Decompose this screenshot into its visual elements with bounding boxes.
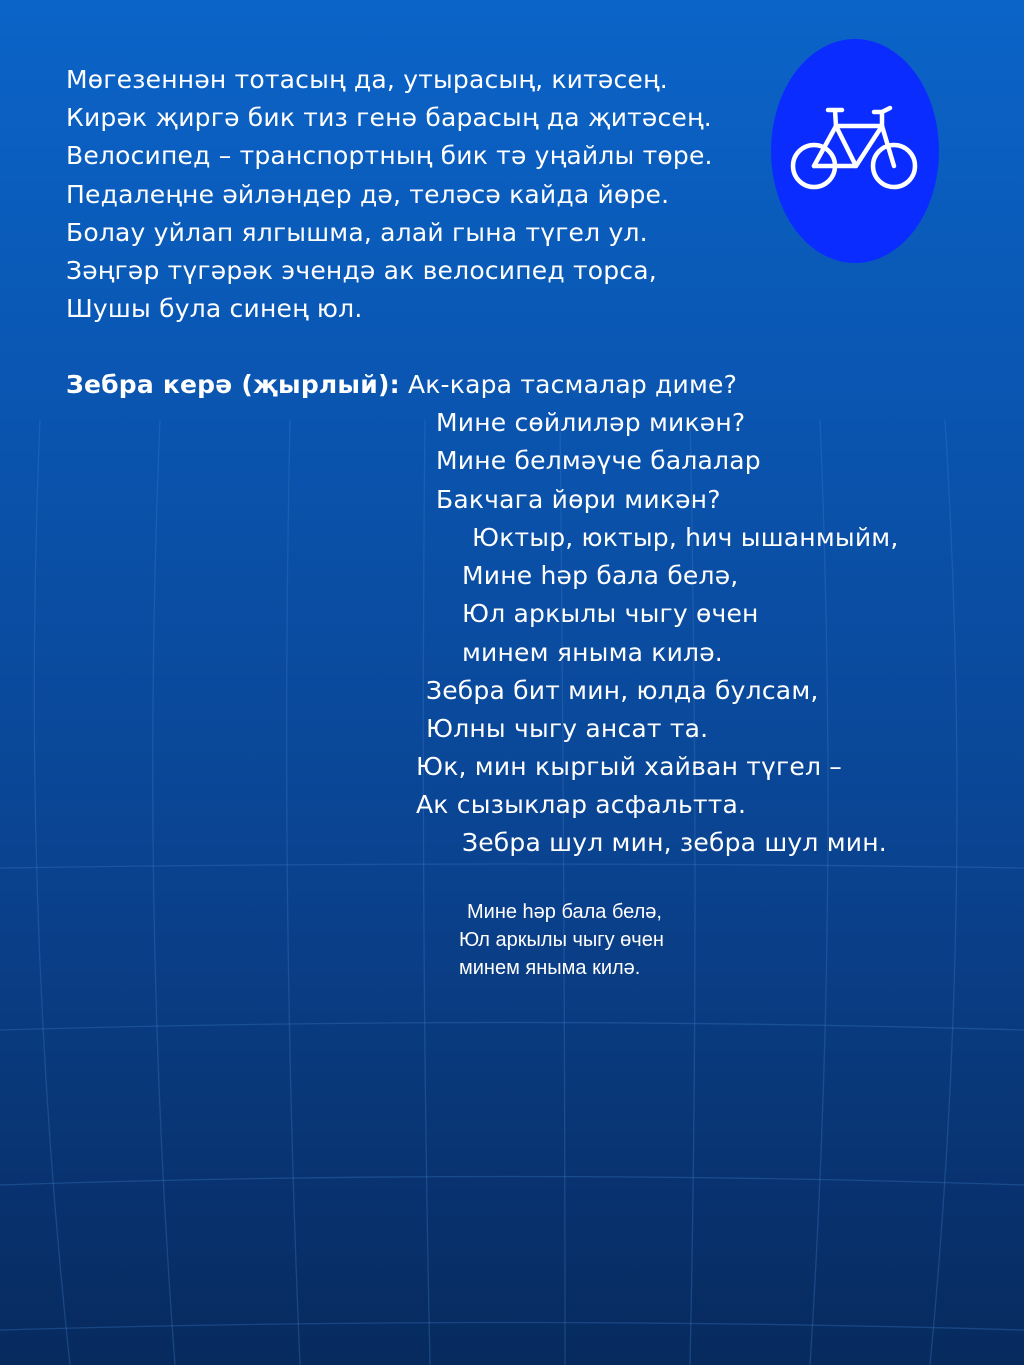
zebra-line-2: Мине белмәүче балалар <box>436 446 761 475</box>
poem-line-5: Болау уйлап ялгышма, алай гына түгел ул. <box>66 218 648 247</box>
zebra-line-1: Мине сөйлиләр микән? <box>436 408 746 437</box>
zebra-line-7: минем яныма килә. <box>462 638 723 667</box>
zebra-line-12: Зебра шул мин, зебра шул мин. <box>462 828 887 857</box>
zebra-line-9: Юлны чыгу ансат та. <box>426 714 709 743</box>
poem-line-7: Шушы була синең юл. <box>66 294 363 323</box>
refrain-line-3: минем яныма килә. <box>459 957 641 979</box>
zebra-line-5: Мине һәр бала белә, <box>462 561 739 590</box>
poem-line-3: Велосипед – транспортның бик тә уңайлы төре. <box>66 141 713 170</box>
zebra-line-10: Юк, мин кыргый хайван түгел – <box>416 752 842 781</box>
poem-line-4: Педалеңне әйләндер дә, теләсә кайда йөре. <box>66 180 670 209</box>
zebra-song-first-line <box>66 370 737 400</box>
refrain-line-2: Юл аркылы чыгу өчен <box>459 929 664 951</box>
zebra-line-6: Юл аркылы чыгу өчен <box>462 599 759 628</box>
refrain-line-1: Мине һәр бала белә, <box>467 901 662 923</box>
poem-line-6: Зәңгәр түгәрәк эчендә ак велосипед торса, <box>66 256 657 285</box>
sign-circle <box>771 39 939 263</box>
zebra-line-3: Бакчага йөри микән? <box>436 485 721 514</box>
zebra-line-4: Юктыр, юктыр, һич ышанмыйм, <box>472 523 899 552</box>
zebra-line-0: Ак-кара тасмалар диме? <box>407 370 738 399</box>
poem-line-2: Кирәк җиргә бик тиз генә барасың да җитәсең. <box>66 103 712 132</box>
zebra-heading: Зебра керә (җырлый): <box>66 370 400 399</box>
bicycle-path-sign <box>770 38 940 264</box>
zebra-line-11: Ак сызыклар асфальтта. <box>416 790 747 819</box>
zebra-line-8: Зебра бит мин, юлда булсам, <box>426 676 819 705</box>
poem-line-1: Мөгезеннән тотасың да, утырасың, китәсең. <box>66 65 668 94</box>
